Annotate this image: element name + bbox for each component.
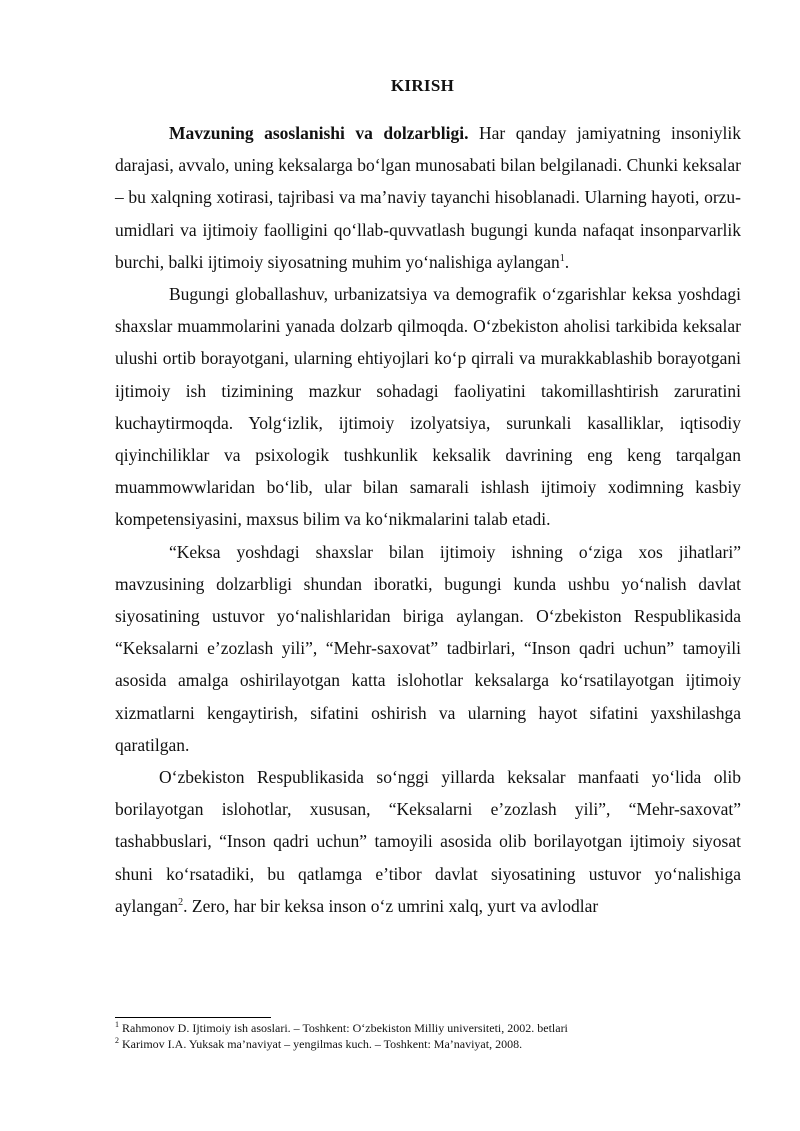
paragraph-2: Bugungi globallashuv, urbanizatsiya va demografik o‘zgarishlar keksa yoshdagi shaxslar muammolarini yanada dolzarb qilmoqda. O‘zbekiston aholisi tarkibida keksalar ulushi ortib borayotgani, ularning ehtiyojlari ko‘p qirrali va murakkablashib borayotgani ijtimoiy ish tizimining mazkur sohadagi faoliyatini takomillashtirish zaruratini kuchaytirmoqda. Yolg‘izlik, ijtimoiy izolyatsiya, surunkali kasalliklar, iqtisodiy qiyinchiliklar va psixologik tushkunlik keksalik davrining eng keng tarqalgan muammowwlaridan bo‘lib, ular bilan samarali ishlash ijtimoiy xodimning kasbiy kompetensiyasini, maxsus bilim va ko‘nikmalarini talab etadi. — [115, 284, 741, 530]
paragraph-4 — [115, 761, 741, 922]
body-text — [115, 117, 741, 922]
footnotes — [115, 1020, 755, 1052]
paragraph-1 — [115, 117, 741, 278]
footnote-text: Rahmonov D. Ijtimoiy ish asoslari. – Toshkent: O‘zbekiston Milliy universiteti, 2002. betlari — [119, 1021, 568, 1035]
footnote-divider — [115, 1017, 271, 1018]
page-title: KIRISH — [390, 76, 455, 95]
footnote-ref-1[interactable]: 1 — [559, 252, 565, 264]
paragraph-1-text: Har qanday jamiyatning insoniylik darajasi, avvalo, uning keksalarga bo‘lgan munosabati bilan belgilanadi. Chunki keksalar – bu xalqning xotirasi, tajribasi va ma’naviy tayanchi hisoblanadi. Ularning hayoti, orzu-umidlari va ijtimoiy faolligini qo‘llab-quvvatlash bugungi kunda nafaqat insonparvarlik burchi, balki ijtimoiy siyosatning muhim yo‘nalishiga aylangan — [115, 123, 741, 272]
section-lead: Mavzuning asoslanishi va dolzarbligi. — [169, 123, 469, 143]
paragraph-4-text: O‘zbekiston Respublikasida so‘nggi yillarda keksalar manfaati yo‘lida olib borilayotgan islohotlar, xususan, “Keksalarni e’zozlash yili”, “Mehr-saxovat” tashabbuslari, “Inson qadri uchun” tamoyili asosida olib borilayotgan ijtimoiy siyosat shuni ko‘rsatadiki, bu qatlamga e’tibor davlat siyosatining ustuvor yo‘nalishiga aylangan — [115, 767, 741, 916]
footnote-2 — [115, 1036, 755, 1052]
footnote-number: 2 — [115, 1036, 119, 1045]
footnote-ref-2[interactable]: 2 — [178, 897, 184, 909]
paragraph-3: “Keksa yoshdagi shaxslar bilan ijtimoiy ishning o‘ziga xos jihatlari” mavzusining dolzarbligi shundan iboratki, bugungi kunda ushbu yo‘nalish davlat siyosatining ustuvor yo‘nalishlaridan biriga aylangan. O‘zbekiston Respublikasida “Keksalarni e’zozlash yili”, “Mehr-saxovat” tadbirlari, “Inson qadri uchun” tamoyili asosida amalga oshirilayotgan katta islohotlar keksalarga ko‘rsatilayotgan ijtimoiy xizmatlarni kengaytirish, sifatini oshirish va ularning hayot sifatini yaxshilashga qaratilgan. — [115, 541, 741, 755]
footnote-number: 1 — [115, 1020, 119, 1029]
footnote-1 — [115, 1020, 755, 1036]
paragraph-4-tail: . Zero, har bir keksa inson o‘z umrini xalq, yurt va avlodlar — [183, 895, 599, 916]
footnote-text: Karimov I.A. Yuksak ma’naviyat – yengilmas kuch. – Toshkent: Ma’naviyat, 2008. — [119, 1037, 523, 1051]
paragraph-1-tail: . — [564, 251, 570, 272]
